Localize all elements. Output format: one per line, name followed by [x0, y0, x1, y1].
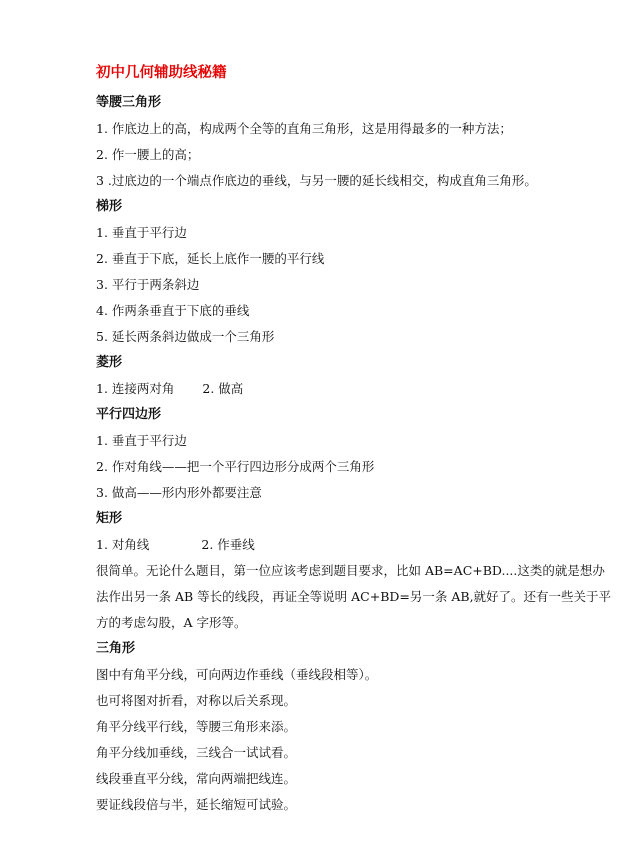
list-item: 3. 平行于两条斜边	[96, 277, 200, 292]
document-title: 初中几何辅助线秘籍	[96, 65, 227, 81]
section-rhombus	[96, 350, 616, 402]
list-item: 3. 做高——形内形外都要注意	[96, 485, 262, 500]
section-isosceles-triangle	[96, 90, 616, 194]
list-item: 2. 作对角线——把一个平行四边形分成两个三角形	[96, 459, 375, 474]
verse-line: 线段垂直平分线，常向两端把线连。	[96, 771, 297, 786]
verse-line: 角平分线平行线，等腰三角形来添。	[96, 719, 297, 734]
section-heading: 矩形	[96, 511, 123, 526]
list-item: 1. 对角线	[96, 537, 150, 552]
section-heading: 平行四边形	[96, 407, 162, 422]
list-row	[96, 376, 616, 402]
document-page	[96, 60, 616, 818]
section-heading: 梯形	[96, 199, 123, 214]
list-row	[96, 532, 616, 558]
section-triangle	[96, 636, 616, 818]
verse-line: 要证线段倍与半，延长缩短可试验。	[96, 797, 297, 812]
list-item: 1. 垂直于平行边	[96, 225, 187, 240]
section-heading: 等腰三角形	[96, 95, 162, 110]
list-item: 1. 连接两对角	[96, 381, 175, 396]
list-item: 5. 延长两条斜边做成一个三角形	[96, 329, 275, 344]
list-item: 2. 做高	[202, 381, 244, 396]
section-parallelogram	[96, 402, 616, 506]
list-item: 1. 垂直于平行边	[96, 433, 187, 448]
rectangle-paragraph: 很简单。无论什么题目，第一位应该考虑到题目要求，比如 AB=AC+BD....这类的就是想办法作出另一条 AB 等长的线段，再证全等说明 AC+BD=另一条 AB,就好了。还有一些关于平方的考虑勾股，A 字形等。	[96, 563, 612, 630]
verse-line: 也可将图对折看，对称以后关系现。	[96, 693, 297, 708]
list-item: 2. 垂直于下底，延长上底作一腰的平行线	[96, 251, 325, 266]
verse-line: 角平分线加垂线，三线合一试试看。	[96, 745, 297, 760]
section-heading: 菱形	[96, 355, 123, 370]
section-heading: 三角形	[96, 641, 136, 656]
section-trapezoid	[96, 194, 616, 350]
list-item: 2. 作垂线	[201, 537, 255, 552]
list-item: 3 .过底边的一个端点作底边的垂线，与另一腰的延长线相交，构成直角三角形。	[96, 173, 537, 188]
list-item: 4. 作两条垂直于下底的垂线	[96, 303, 250, 318]
list-item: 2. 作一腰上的高；	[96, 147, 200, 162]
list-item: 1. 作底边上的高，构成两个全等的直角三角形，这是用得最多的一种方法；	[96, 121, 512, 136]
verse-line: 图中有角平分线，可向两边作垂线（垂线段相等）。	[96, 667, 378, 682]
section-rectangle	[96, 506, 616, 636]
